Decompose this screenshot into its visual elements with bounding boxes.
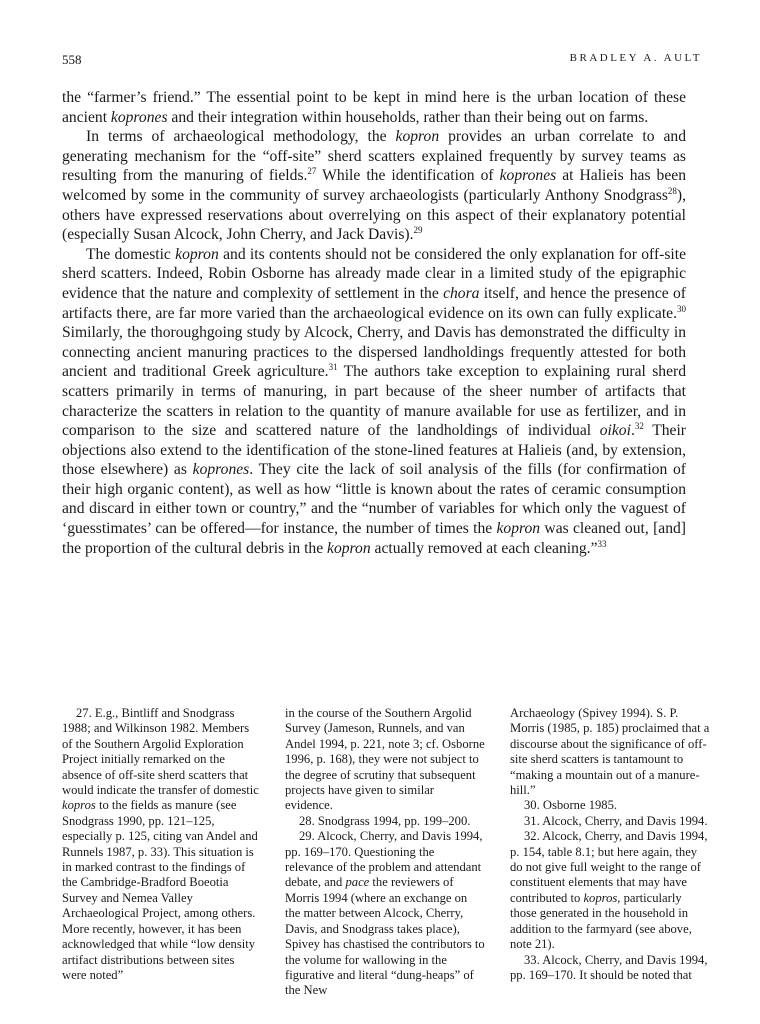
text-run: 29. Alcock, Cherry, and Davis 1994, pp. 169–170. Questioning the relevance of the problem and attendant debate, and: [285, 829, 483, 890]
text-run: .: [630, 422, 635, 440]
text-run: kopron: [496, 520, 541, 538]
running-head: BRADLEY A. AULT: [569, 52, 702, 64]
text-run: , particularly those generated in the household in addition to the farmyard (see above, note 21).: [510, 890, 692, 952]
text-run: was cleaned out, [and] the proportion of the cultural debris in the: [62, 520, 686, 557]
text-run: chora: [443, 284, 480, 302]
footnote: [285, 814, 485, 829]
footnote-ref: 32: [634, 420, 644, 431]
text-run: the “farmer’s friend.” The essential point to be kept in mind here is the urban location of these ancient: [62, 89, 686, 126]
text-run: itself, and hence the presence of artifacts there, are far more varied than the archaeological evidence on its own can fully explicate.: [62, 284, 687, 322]
text-run: kopron: [175, 245, 219, 263]
body-paragraph: [62, 88, 686, 127]
text-run: kopron: [395, 128, 440, 146]
text-run: In terms of archaeological methodology, the: [86, 128, 396, 146]
footnote-column-3: [510, 706, 710, 983]
footnote-ref: 30: [677, 303, 686, 314]
text-run: koprones: [192, 461, 250, 479]
text-run: 30. Osborne 1985.: [524, 798, 618, 813]
footnote: [62, 706, 262, 983]
page-header: [62, 52, 702, 70]
text-run: pace: [345, 875, 370, 890]
footnote-ref: 31: [328, 362, 338, 373]
footnote: [510, 829, 710, 952]
text-run: . They cite the lack of soil analysis of the fills (for confirmation of their high organic content), as well as how “little is known about the rates of ceramic consumption and discard in either town or country,” and the “number of variables for which only the vaguest of ‘guesstimates’ can be offered—for instance, the number of times the: [62, 461, 686, 538]
footnote: [510, 706, 710, 798]
footnote-ref: 28: [667, 185, 677, 196]
text-run: kopros: [62, 798, 96, 813]
text-run: Archaeology (Spivey 1994). S. P. Morris (1985, p. 185) proclaimed that a discourse about the significance of off-site sherd scatters is tantamount to “making a mountain out of a manure-hill.”: [510, 706, 710, 798]
text-run: and its contents should not be considered the only explanation for off-site sherd scatters. Indeed, Robin Osborne has already made clear in a limited study of the epigraphic evidence that the nature and complexity of settlement in the: [62, 245, 686, 302]
text-run: kopros: [583, 890, 618, 905]
text-run: ), others have expressed reservations about overrelying on this aspect of their explanatory potential (especially Susan Alcock, John Cherry, and Jack Davis).: [62, 186, 686, 244]
text-run: actually removed at each cleaning.”: [370, 539, 598, 557]
text-run: 27. E.g., Bintliff and Snodgrass 1988; and Wilkinson 1982. Members of the Southern Argolid Exploration Project initially remarked on the absence of off-site sherd scatters that would indicate the transfer of domestic: [62, 706, 259, 798]
footnote-column-1: [62, 706, 262, 983]
footnote: [285, 829, 485, 998]
body-paragraph: [62, 127, 686, 245]
footnote-ref: 33: [597, 538, 607, 549]
footnote-column-2: [285, 706, 485, 999]
body-paragraph: [62, 245, 686, 559]
footnote: [510, 798, 710, 813]
text-run: to the fields as manure (see Snodgrass 1990, pp. 121–125, especially p. 125, citing van Andel and Runnels 1987, p. 33). This situation is in marked contrast to the findings of the Cambridge-Bradford Boeotia Survey and Nemea Valley Archaeological Project, among others. More recently, however, it has been acknowledged that while “low density artifact distributions between sites were noted”: [62, 798, 258, 982]
text-run: 28. Snodgrass 1994, pp. 199–200.: [299, 813, 471, 828]
text-run: the reviewers of Morris 1994 (where an exchange on the matter between Alcock, Cherry, Davis, and Snodgrass takes place), Spivey has chastised the contributors to the volume for wallowing in the figurative and literal “dung-heaps” of the New: [285, 875, 485, 998]
text-run: Their objections also extend to the identification of the stone-lined features at Halieis (and, by extension, those elsewhere) as: [62, 422, 686, 479]
footnote: [285, 706, 485, 814]
text-run: koprones: [110, 108, 168, 126]
text-run: Similarly, the thoroughgoing study by Alcock, Cherry, and Davis has demonstrated the difficulty in connecting ancient manuring practices to the dispersed landholdings frequently attested for both ancient and traditional Greek agriculture.: [62, 324, 686, 381]
text-run: 32. Alcock, Cherry, and Davis 1994, p. 154, table 8.1; but here again, they do not give full weight to the range of constituent elements that may have contributed to: [510, 829, 708, 905]
text-run: While the identification of: [316, 167, 500, 185]
text-run: at Halieis has been welcomed by some in the community of survey archaeologists (particularly Anthony Snodgrass: [62, 167, 686, 204]
footnote: [510, 953, 710, 984]
footnote: [510, 814, 710, 829]
text-run: oikoi: [599, 422, 631, 440]
main-text: [62, 88, 686, 558]
footnote-ref: 27: [307, 166, 317, 177]
text-run: provides an urban correlate to and generating mechanism for the “off-site” sherd scatters explained frequently by survey teams as resulting from the manuring of fields.: [62, 128, 687, 185]
text-run: The authors take exception to explaining rural sherd scatters primarily in terms of manuring, in part because of the sheer number of artifacts that characterize the scatters in relation to the quantity of manure available for use as fertilizer, and in comparison to the size and scattered nature of the landholdings of individual: [62, 363, 686, 440]
text-run: 33. Alcock, Cherry, and Davis 1994, pp. 169–170. It should be noted that: [510, 952, 708, 982]
text-run: 31. Alcock, Cherry, and Davis 1994.: [524, 813, 708, 828]
text-run: kopron: [327, 539, 371, 557]
text-run: and their integration within households, rather than their being out on farms.: [167, 108, 649, 126]
page-number: 558: [62, 52, 82, 67]
text-run: koprones: [499, 167, 557, 185]
text-run: in the course of the Southern Argolid Survey (Jameson, Runnels, and van Andel 1994, p. 221, note 3; cf. Osborne 1996, p. 168), they were not subject to the degree of scrutiny that subsequent projects have given to similar evidence.: [285, 706, 485, 813]
footnote-ref: 29: [413, 224, 423, 235]
text-run: The domestic: [86, 245, 176, 263]
